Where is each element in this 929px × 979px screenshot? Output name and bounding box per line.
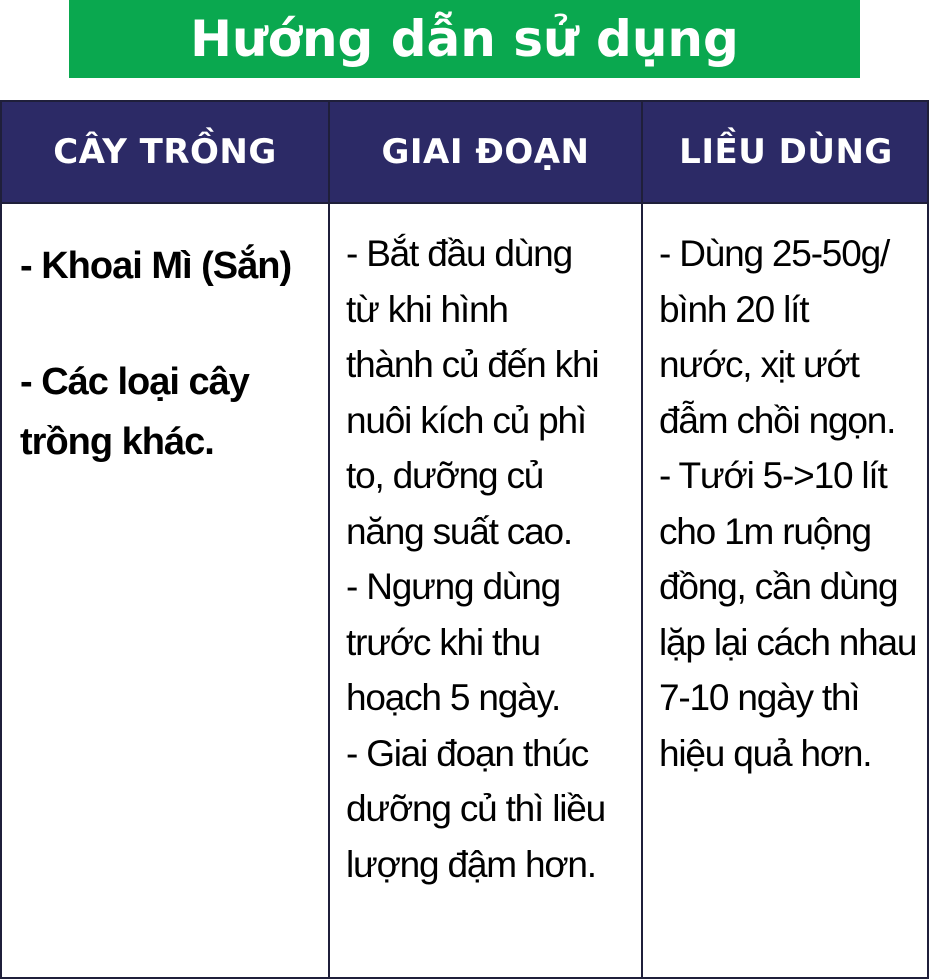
stage-line: năng suất cao.	[346, 510, 572, 552]
usage-table	[0, 100, 929, 979]
stage-line: to, dưỡng củ	[346, 455, 544, 496]
stage-line: lượng đậm hơn.	[346, 843, 596, 885]
dosage-line: - Tưới 5->10 lít	[659, 455, 887, 496]
title-banner: Hướng dẫn sử dụng	[69, 0, 860, 78]
dosage-line: đẫm chồi ngọn.	[659, 399, 896, 441]
stage-line: - Giai đoạn thúc	[346, 732, 589, 774]
stage-line: - Ngưng dùng	[346, 566, 561, 607]
dosage-line: - Dùng 25-50g/	[659, 233, 890, 274]
header-dosage: LIỀU DÙNG	[679, 132, 893, 172]
dosage-line: hiệu quả hơn.	[659, 732, 872, 774]
dosage-line: cho 1m ruộng	[659, 510, 871, 552]
dosage-line: nước, xịt ướt	[659, 344, 859, 385]
dosage-line: 7-10 ngày thì	[659, 677, 860, 718]
stage-cell	[330, 204, 641, 977]
crop-item: - Khoai Mì (Sắn)	[20, 245, 292, 287]
dosage-line: lặp lại cách nhau	[659, 621, 917, 663]
stage-line: dưỡng củ thì liều	[346, 788, 606, 829]
header-stage: GIAI ĐOẠN	[381, 132, 590, 172]
dosage-line: đồng, cần dùng	[659, 566, 898, 607]
crop-cell	[2, 204, 328, 977]
crop-item: - Các loại cây trồng khác.	[20, 361, 249, 463]
stage-line: - Bắt đầu dùng	[346, 233, 572, 274]
table-header-row	[2, 102, 927, 204]
stage-line: thành củ đến khi	[346, 344, 599, 385]
stage-line: từ khi hình	[346, 288, 508, 330]
dosage-cell	[643, 204, 929, 977]
dosage-line: bình 20 lít	[659, 288, 809, 330]
header-crop: CÂY TRỒNG	[53, 132, 277, 172]
stage-line: nuôi kích củ phì	[346, 399, 586, 441]
stage-line: hoạch 5 ngày.	[346, 677, 561, 718]
stage-line: trước khi thu	[346, 621, 540, 663]
